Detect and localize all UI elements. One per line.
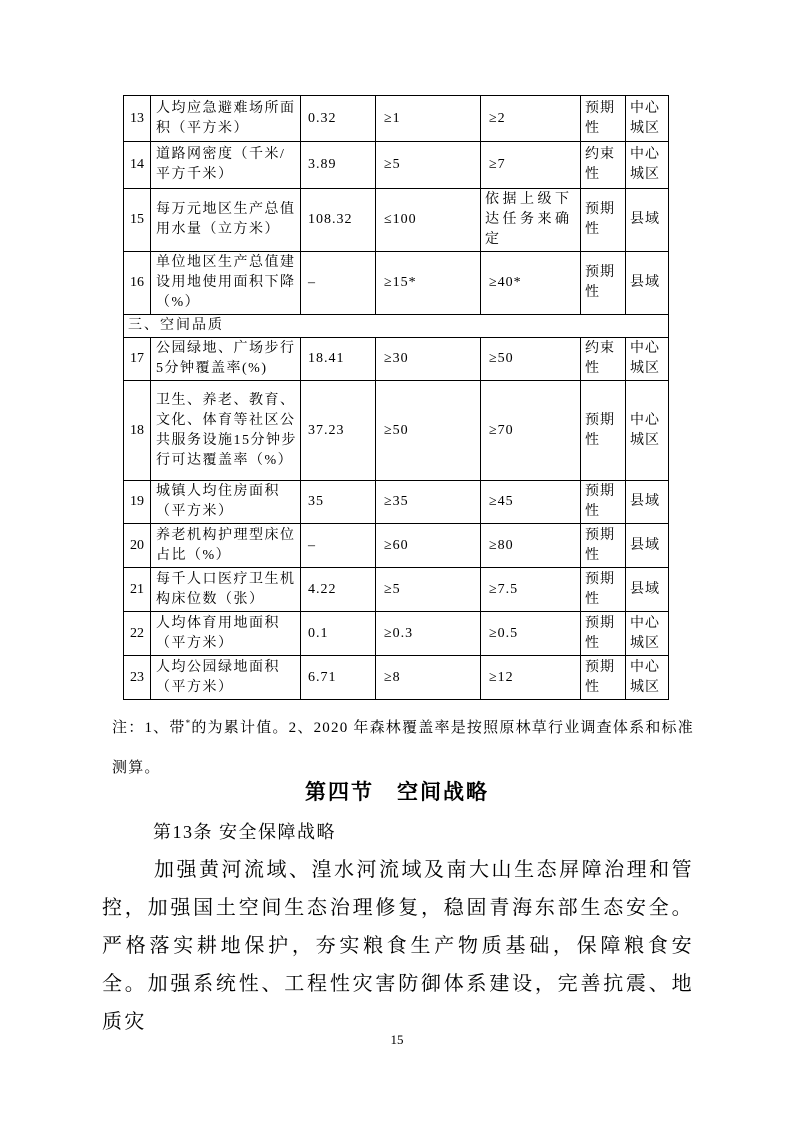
cell-num: 15 <box>124 189 151 252</box>
cell-attr: 预期性 <box>581 524 626 568</box>
cell-num: 19 <box>124 481 151 524</box>
table-section-label: 三、空间品质 <box>124 315 669 338</box>
cell-num: 13 <box>124 96 151 142</box>
cell-t2035: ≥2 <box>481 96 581 142</box>
cell-current: – <box>301 252 376 315</box>
cell-t2025: ≥1 <box>376 96 481 142</box>
table-row <box>124 612 669 656</box>
cell-region: 县域 <box>626 189 669 252</box>
cell-attr: 预期性 <box>581 96 626 142</box>
table-row <box>124 96 669 142</box>
cell-attr: 约束性 <box>581 338 626 381</box>
cell-name: 道路网密度（千米/平方千米） <box>151 142 301 189</box>
cell-num: 22 <box>124 612 151 656</box>
cell-name: 人均应急避难场所面积（平方米） <box>151 96 301 142</box>
cell-name: 单位地区生产总值建设用地使用面积下降（%） <box>151 252 301 315</box>
cell-region: 中心城区 <box>626 612 669 656</box>
cell-num: 16 <box>124 252 151 315</box>
cell-num: 23 <box>124 656 151 700</box>
cell-t2025: ≥0.3 <box>376 612 481 656</box>
cell-current: 6.71 <box>301 656 376 700</box>
table-row <box>124 381 669 481</box>
cell-region: 县域 <box>626 481 669 524</box>
table-row <box>124 524 669 568</box>
cell-t2035: ≥50 <box>481 338 581 381</box>
cell-current: 37.23 <box>301 381 376 481</box>
indicator-table <box>123 95 669 700</box>
cell-t2035: ≥70 <box>481 381 581 481</box>
cell-current: 0.1 <box>301 612 376 656</box>
table-row <box>124 656 669 700</box>
cell-attr: 预期性 <box>581 189 626 252</box>
cell-t2035: ≥7.5 <box>481 568 581 612</box>
cell-t2035: ≥12 <box>481 656 581 700</box>
cell-attr: 预期性 <box>581 656 626 700</box>
cell-region: 中心城区 <box>626 381 669 481</box>
table-row <box>124 481 669 524</box>
cell-t2025: ≤100 <box>376 189 481 252</box>
cell-num: 20 <box>124 524 151 568</box>
cell-current: 108.32 <box>301 189 376 252</box>
cell-num: 21 <box>124 568 151 612</box>
indicator-table-body <box>124 96 669 700</box>
cell-name: 卫生、养老、教育、文化、体育等社区公共服务设施15分钟步行可达覆盖率（%） <box>151 381 301 481</box>
cell-num: 17 <box>124 338 151 381</box>
cell-name: 人均体育用地面积（平方米） <box>151 612 301 656</box>
footnote-text-rest: 的为累计值。2、2020 年森林覆盖率是按照原林草行业调查体系和标准测算。 <box>112 720 694 776</box>
cell-t2025: ≥35 <box>376 481 481 524</box>
body-paragraph: 加强黄河流域、湟水河流域及南大山生态屏障治理和管控，加强国土空间生态治理修复，稳固青海东部生态安全。严格落实耕地保护，夯实粮食生产物质基础，保障粮食安全。加强系统性、工程性灾害防御体系建设，完善抗震、地质灾 <box>102 859 694 1033</box>
cell-t2025: ≥8 <box>376 656 481 700</box>
cell-name: 每万元地区生产总值用水量（立方米） <box>151 189 301 252</box>
page-number: 15 <box>390 1032 404 1047</box>
cell-current: 4.22 <box>301 568 376 612</box>
cell-current: 18.41 <box>301 338 376 381</box>
cell-t2035: ≥7 <box>481 142 581 189</box>
cell-name: 城镇人均住房面积（平方米） <box>151 481 301 524</box>
cell-region: 中心城区 <box>626 338 669 381</box>
cell-region: 中心城区 <box>626 96 669 142</box>
cell-attr: 预期性 <box>581 568 626 612</box>
article-heading: 第13条 安全保障战略 <box>153 822 336 842</box>
cell-attr: 预期性 <box>581 481 626 524</box>
table-section-row <box>124 315 669 338</box>
table-row <box>124 338 669 381</box>
cell-t2025: ≥50 <box>376 381 481 481</box>
cell-t2025: ≥15* <box>376 252 481 315</box>
cell-region: 县域 <box>626 252 669 315</box>
cell-region: 中心城区 <box>626 656 669 700</box>
cell-attr: 预期性 <box>581 612 626 656</box>
cell-t2035: ≥45 <box>481 481 581 524</box>
cell-region: 县域 <box>626 524 669 568</box>
cell-attr: 预期性 <box>581 381 626 481</box>
cell-num: 14 <box>124 142 151 189</box>
section-heading: 第四节 空间战略 <box>305 781 489 804</box>
cell-t2035: ≥40* <box>481 252 581 315</box>
cell-t2025: ≥5 <box>376 568 481 612</box>
footnote-text-prefix: 注：1、带 <box>112 720 186 736</box>
cell-num: 18 <box>124 381 151 481</box>
cell-region: 中心城区 <box>626 142 669 189</box>
cell-t2035: 依据上级下达任务来确定 <box>481 189 581 252</box>
cell-t2025: ≥5 <box>376 142 481 189</box>
cell-current: – <box>301 524 376 568</box>
footnote-asterisk: * <box>185 718 192 728</box>
table-row <box>124 568 669 612</box>
cell-region: 县域 <box>626 568 669 612</box>
cell-name: 养老机构护理型床位占比（%） <box>151 524 301 568</box>
cell-t2035: ≥0.5 <box>481 612 581 656</box>
cell-t2025: ≥30 <box>376 338 481 381</box>
cell-current: 3.89 <box>301 142 376 189</box>
table-row <box>124 252 669 315</box>
table-row <box>124 189 669 252</box>
cell-name: 每千人口医疗卫生机构床位数（张） <box>151 568 301 612</box>
cell-name: 人均公园绿地面积（平方米） <box>151 656 301 700</box>
cell-current: 35 <box>301 481 376 524</box>
table-row <box>124 142 669 189</box>
cell-t2025: ≥60 <box>376 524 481 568</box>
cell-attr: 预期性 <box>581 252 626 315</box>
cell-name: 公园绿地、广场步行5分钟覆盖率(%) <box>151 338 301 381</box>
cell-attr: 约束性 <box>581 142 626 189</box>
cell-t2035: ≥80 <box>481 524 581 568</box>
cell-current: 0.32 <box>301 96 376 142</box>
